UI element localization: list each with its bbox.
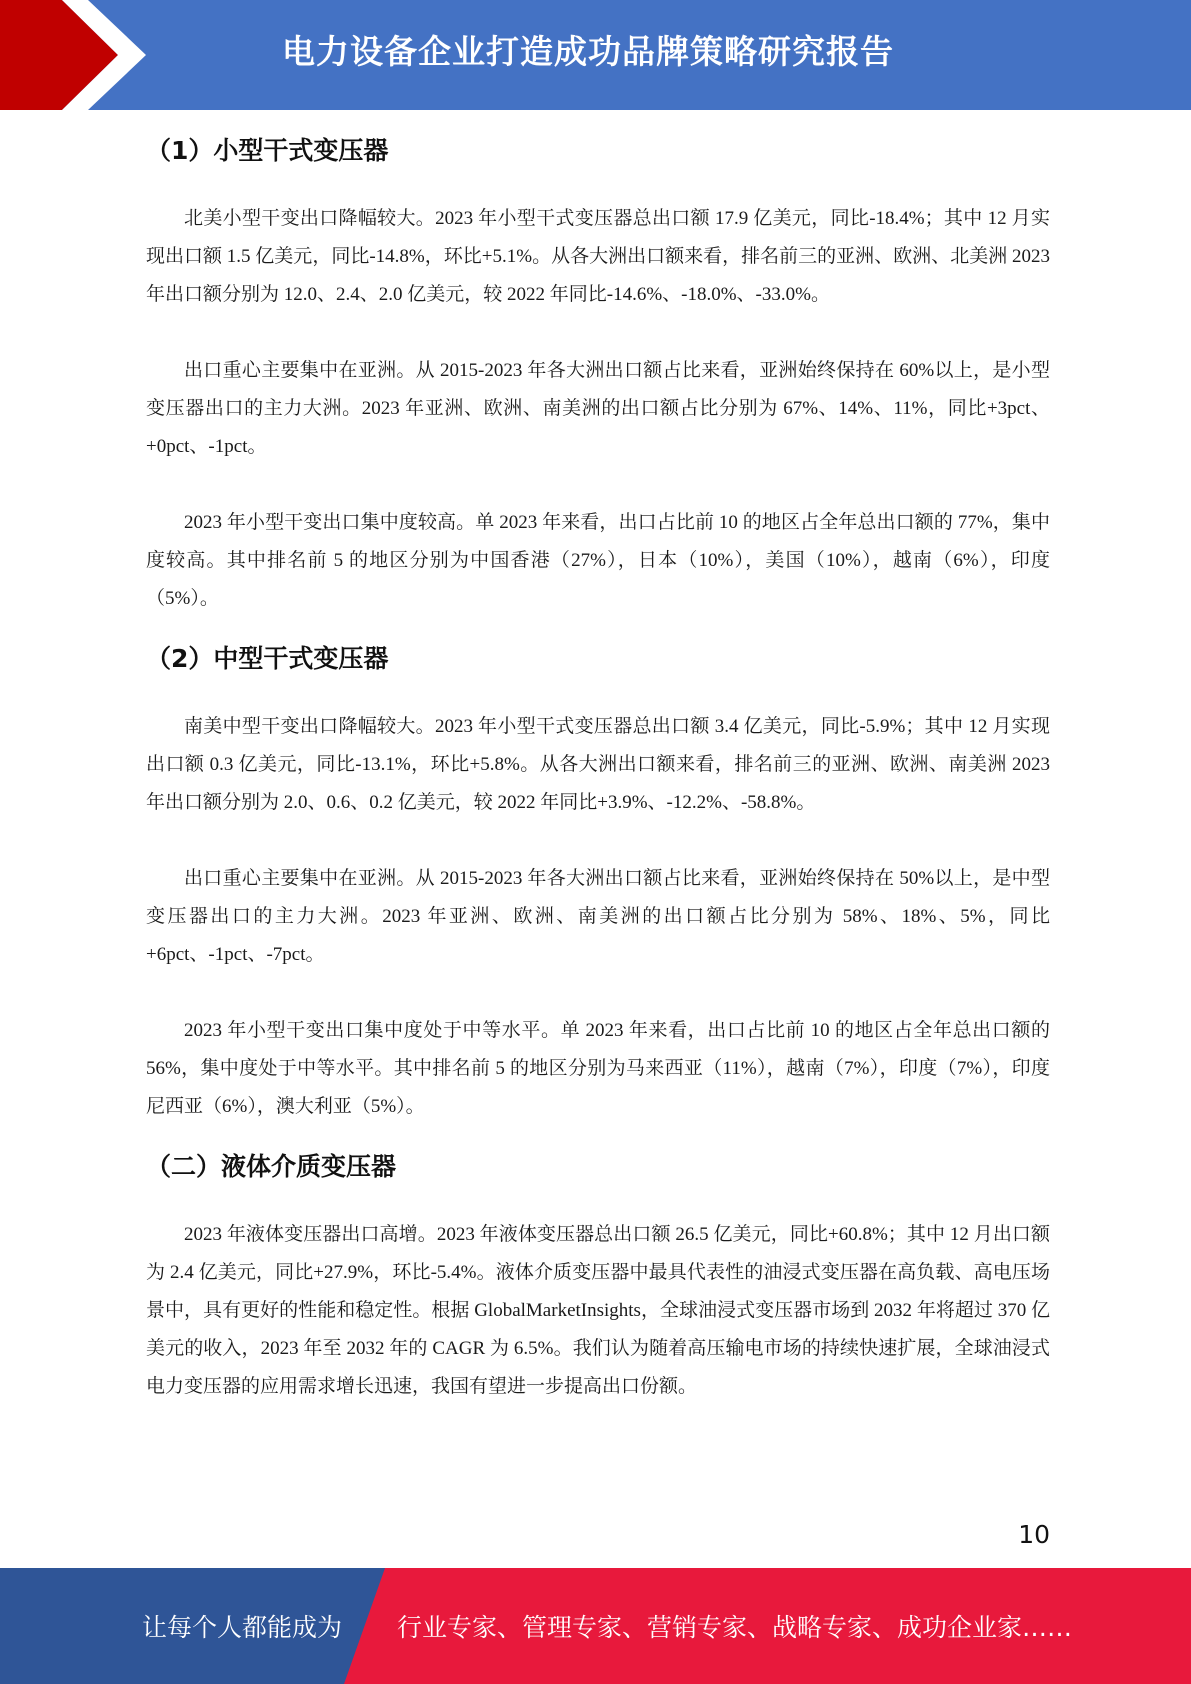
section-heading: （1）小型干式变压器 (146, 136, 389, 165)
footer-slogan-right: 行业专家、管理专家、营销专家、战略专家、成功企业家…… (397, 1613, 1073, 1642)
report-content (146, 128, 1050, 1406)
section-heading: （二）液体介质变压器 (146, 1152, 397, 1181)
footer-slogan-left: 让每个人都能成为 (142, 1613, 343, 1642)
header-banner (0, 0, 1191, 110)
section-heading: （2）中型干式变压器 (146, 644, 389, 673)
paragraph: 2023 年小型干变出口集中度较高。单 2023 年来看，出口占比前 10 的地区占全年总出口额的 77%，集中度较高。其中排名前 5 的地区分别为中国香港（27%），日本（10%），美国（10%），越南（6%），印度（5%）。 (146, 512, 1050, 609)
paragraph: 2023 年液体变压器出口高增。2023 年液体变压器总出口额 26.5 亿美元，同比+60.8%；其中 12 月出口额为 2.4 亿美元，同比+27.9%，环比-5.4%。液体介质变压器中最具代表性的油浸式变压器在高负载、高电压场景中，具有更好的性能和稳定性。根据 GlobalMarketInsights，全球油浸式变压器市场到 2032 年将超过 370 亿美元的收入，2023 年至 2032 年的 CAGR 为 6.5%。我们认为随着高压输电市场的持续快速扩展，全球油浸式电力变压器的应用需求增长迅速，我国有望进一步提高出口份额。 (146, 1224, 1050, 1397)
header-chevron-decoration (0, 0, 160, 110)
page-number: 10 (1018, 1520, 1050, 1549)
footer-banner (0, 1568, 1191, 1684)
paragraph: 出口重心主要集中在亚洲。从 2015-2023 年各大洲出口额占比来看，亚洲始终保持在 60%以上，是小型变压器出口的主力大洲。2023 年亚洲、欧洲、南美洲的出口额占比分别为 67%、14%、11%，同比+3pct、+0pct、-1pct。 (146, 360, 1050, 457)
paragraph: 北美小型干变出口降幅较大。2023 年小型干式变压器总出口额 17.9 亿美元，同比-18.4%；其中 12 月实现出口额 1.5 亿美元，同比-14.8%，环比+5.1%。从各大洲出口额来看，排名前三的亚洲、欧洲、北美洲 2023 年出口额分别为 12.0、2.4、2.0 亿美元，较 2022 年同比-14.6%、-18.0%、-33.0%。 (146, 208, 1050, 305)
paragraph: 南美中型干变出口降幅较大。2023 年小型干式变压器总出口额 3.4 亿美元，同比-5.9%；其中 12 月实现出口额 0.3 亿美元，同比-13.1%，环比+5.8%。从各大洲出口额来看，排名前三的亚洲、欧洲、南美洲 2023 年出口额分别为 2.0、0.6、0.2 亿美元，较 2022 年同比+3.9%、-12.2%、-58.8%。 (146, 716, 1050, 813)
paragraph: 出口重心主要集中在亚洲。从 2015-2023 年各大洲出口额占比来看，亚洲始终保持在 50%以上，是中型变压器出口的主力大洲。2023 年亚洲、欧洲、南美洲的出口额占比分别为 58%、18%、5%，同比+6pct、-1pct、-7pct。 (146, 868, 1050, 965)
report-title: 电力设备企业打造成功品牌策略研究报告 (282, 32, 894, 71)
paragraph: 2023 年小型干变出口集中度处于中等水平。单 2023 年来看，出口占比前 10 的地区占全年总出口额的 56%，集中度处于中等水平。其中排名前 5 的地区分别为马来西亚（11%），越南（7%），印度（7%），印度尼西亚（6%），澳大利亚（5%）。 (146, 1020, 1050, 1117)
